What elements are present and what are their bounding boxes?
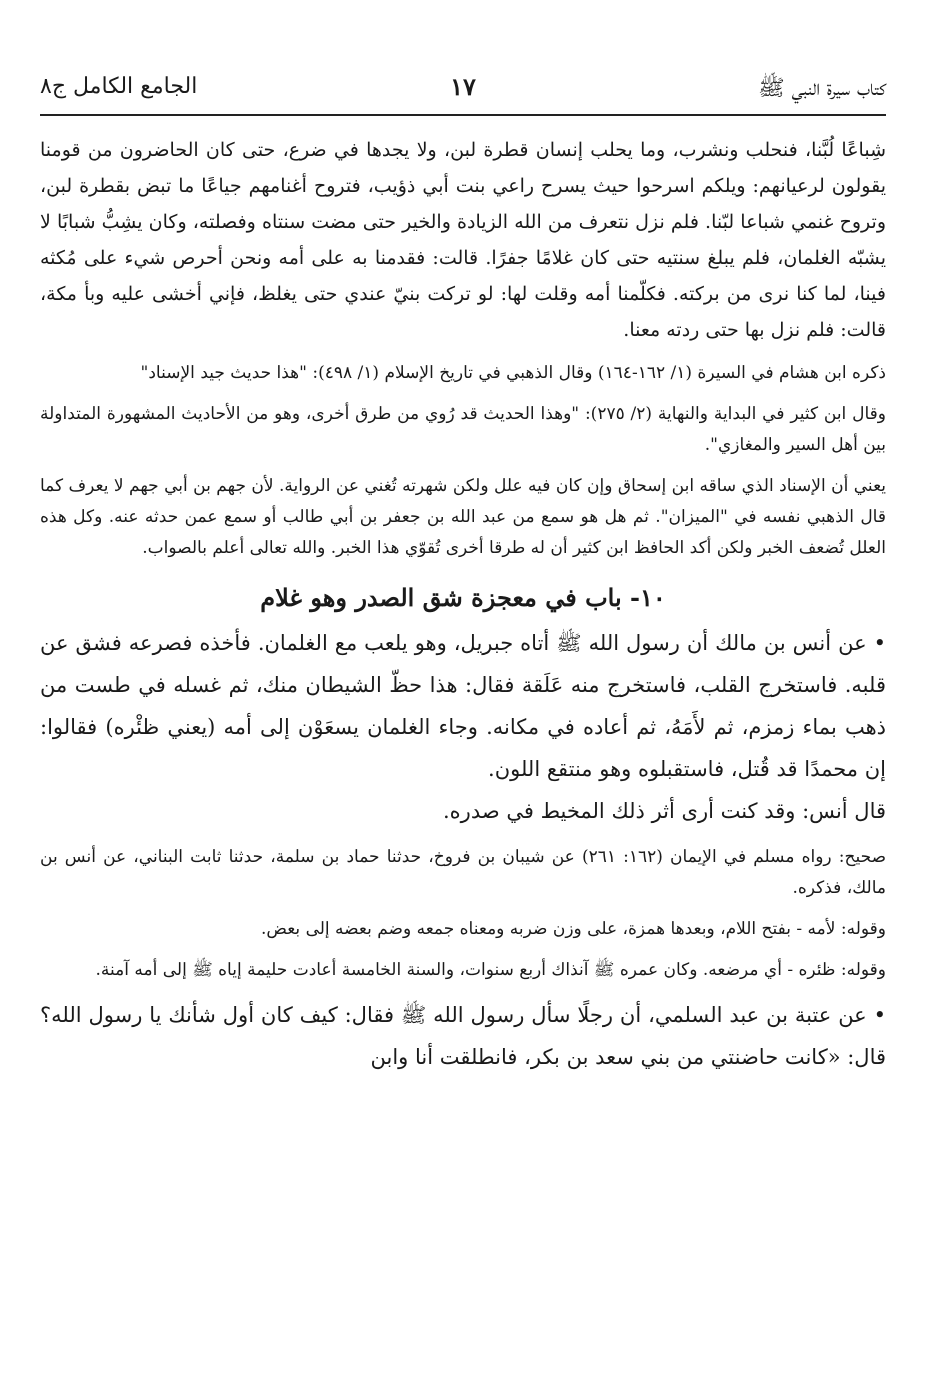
footnote-zier: وقوله: ظئره - أي مرضعه. وكان عمره ﷺ آنذاك أربع سنوات، والسنة الخامسة أعادت حليمة إياه ﷺ إلى أمه آمنة.	[95, 960, 886, 980]
hadith-utbah: • عن عتبة بن عبد السلمي، أن رجلًا سأل رسول الله ﷺ فقال: كيف كان أول شأنك يا رسول الله؟ قال: «كانت حاضنتي من بني سعد بن بكر، فانطلقت أنا وابن	[40, 1003, 886, 1069]
footnote-commentary: يعني أن الإسناد الذي ساقه ابن إسحاق وإن كان فيه علل ولكن شهرته تُغني عن الرواية. لأن جهم بن أبي جهم لا يعرف كما قال الذهبي نفسه في "الميزان". ثم هل هو سمع من عبد الله بن جعفر بن أبي طالب أو سمع عمن حدثه عنه. وكل هذه العلل تُضعف الخبر ولكن أكد الحافظ ابن كثير أن له طرقا أخرى تُقوّي هذا الخبر. والله تعالى أعلم بالصواب.	[40, 476, 886, 558]
running-header	[40, 64, 886, 104]
book-title: كتاب سيرة النبي ﷺ	[758, 76, 886, 101]
header-rule	[40, 114, 886, 116]
footnote-ibn-hisham: ذكره ابن هشام في السيرة (١/ ١٦٢-١٦٤) وقال الذهبي في تاريخ الإسلام (١/ ٤٩٨): "هذا حديث جيد الإسناد"	[140, 363, 886, 383]
page-number: ١٧	[450, 72, 476, 101]
hadith-anas-quote: قال أنس: وقد كنت أرى أثر ذلك المخيط في صدره.	[443, 799, 886, 823]
footnote-ibn-kathir: وقال ابن كثير في البداية والنهاية (٢/ ٢٧٥): "وهذا الحديث قد رُوي من طرق أخرى، وهو من الأحاديث المشهورة المتداولة بين أهل السير والمغازي".	[40, 404, 886, 455]
narrative-paragraph: شِباعًا لُبَّنا، فنحلب ونشرب، وما يحلب إنسان قطرة لبن، ولا يجدها في ضرع، حتى كان الحاضرون من قومنا يقولون لرعيانهم: ويلكم اسرحوا حيث يسرح راعي بنت أبي ذؤيب، فتروح أغنامهم جياعًا ما تبض بقطرة لبن، وتروح غنمي شباعا لبّنا. فلم نزل نتعرف من الله الزيادة والخير حتى مضت سنتاه وفصلته، وكان يشِبُّ شبابًا لا يشبّه الغلمان، فلم يبلغ سنتيه حتى كان غلامًا جفرًا. قالت: فقدمنا به على أمه ونحن أحرص شيء على مُكثه فينا، لما كنا نرى من بركته. فكلّمنا أمه وقلت لها: لو تركت بنيّ عندي حتى يغلظ، فإني أخشى عليه وبأ مكة، قالت: فلم نزل بها حتى ردته معنا.	[40, 139, 886, 341]
footnote-sahih: صحيح: رواه مسلم في الإيمان (١٦٢: ٢٦١) عن شيبان بن فروخ، حدثنا حماد بن سلمة، حدثنا ثابت البناني، عن أنس بن مالك، فذكره.	[40, 847, 887, 898]
page-body	[40, 132, 886, 1078]
footnote-lamahu: وقوله: لأمه - بفتح اللام، وبعدها همزة، على وزن ضربه ومعناه جمعه وضم بعضه إلى بعض.	[261, 919, 886, 939]
chapter-title: ١٠- باب في معجزة شق الصدر وهو غلام	[260, 583, 666, 612]
hadith-anas: • عن أنس بن مالك أن رسول الله ﷺ أتاه جبريل، وهو يلعب مع الغلمان. فأخذه فصرعه فشق عن قلبه. فاستخرج القلب، فاستخرج منه عَلَقة فقال: هذا حظّ الشيطان منك، ثم غسله في طست من ذهب بماء زمزم، ثم لأَمَهُ، ثم أعاده في مكانه. وجاء الغلمان يسعَوْن إلى أمه (يعني ظئْره) فقالوا: إن محمدًا قد قُتل، فاستقبلوه وهو منتقع اللون.	[40, 631, 886, 781]
volume-title: الجامع الكامل ج٨	[40, 74, 198, 99]
